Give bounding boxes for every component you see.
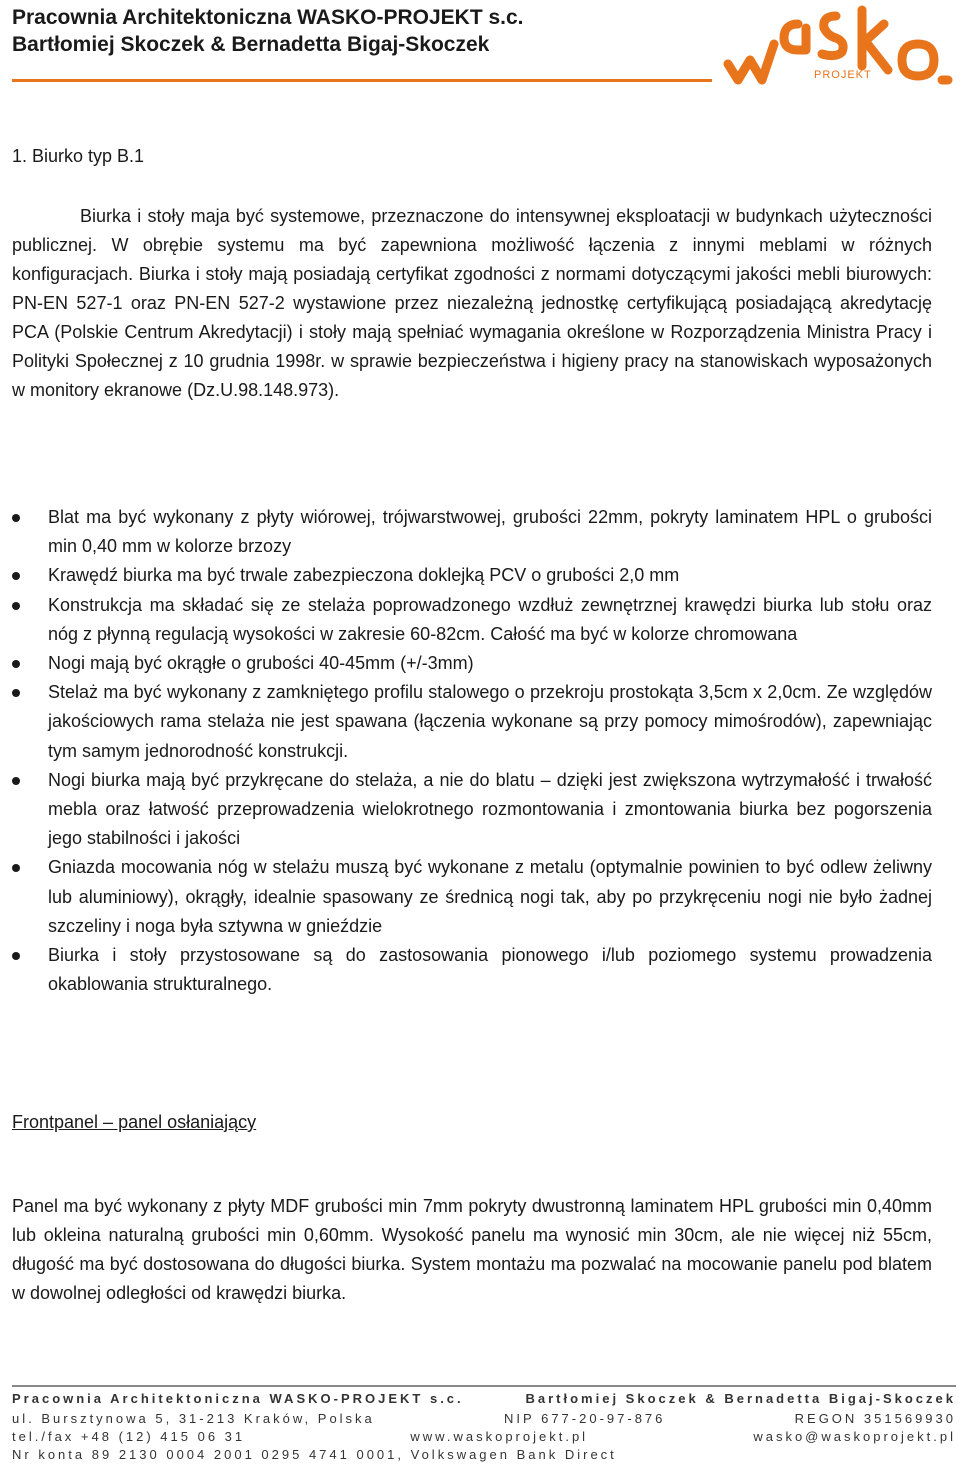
footer-address: ul. Bursztynowa 5, 31-213 Kraków, Polska (12, 1411, 375, 1426)
company-owners: Bartłomiej Skoczek & Bernadetta Bigaj-Skoczek (12, 33, 490, 56)
list-item (12, 941, 932, 999)
list-item (12, 649, 932, 678)
specification-list (12, 503, 932, 999)
footer-website: www.waskoprojekt.pl (410, 1429, 589, 1444)
footer-email: wasko@waskoprojekt.pl (753, 1429, 956, 1444)
footer-phone: tel./fax +48 (12) 415 06 31 (12, 1429, 246, 1444)
footer-row-company (12, 1391, 956, 1406)
footer-row-account (12, 1447, 956, 1462)
list-item-text: Nogi mają być okrągłe o grubości 40-45mm (+/-3mm) (48, 653, 474, 674)
bullet-icon (12, 660, 20, 668)
bullet-icon (12, 602, 20, 610)
bullet-icon (12, 572, 20, 580)
bullet-icon (12, 864, 20, 872)
list-item-text: Konstrukcja ma składać się ze stelaża poprowadzonego wzdłuż zewnętrznej krawędzi biurka lub stołu oraz nóg z płynną regulacją wysokości w zakresie 60-82cm. Całość ma być w kolorze chromowana (48, 594, 932, 644)
section-heading-biurko: 1. Biurko typ B.1 (12, 146, 145, 166)
footer-company: Pracownia Architektoniczna WASKO-PROJEKT s.c. (12, 1391, 464, 1406)
bullet-icon (12, 514, 20, 522)
list-item (12, 853, 932, 941)
company-name: Pracownia Architektoniczna WASKO-PROJEKT s.c. (12, 6, 524, 29)
list-item (12, 678, 932, 766)
logo-subtext: PROJEKT (814, 69, 872, 81)
section-heading-frontpanel: Frontpanel – panel osłaniający (12, 1112, 257, 1132)
intro-paragraph (12, 202, 932, 405)
footer-regon: REGON 351569930 (794, 1411, 956, 1426)
list-item-text: Nogi biurka mają być przykręcane do stelaża, a nie do blatu – dzięki jest zwiększona wytrzymałość i trwałość mebla oraz łatwość przeprowadzenia wielokrotnego rozmontowania i zmontowania biurka bez pogorszenia jego stabilności i jakości (48, 769, 932, 849)
list-item (12, 766, 932, 854)
footer-row-contact (12, 1429, 956, 1444)
list-item (12, 591, 932, 649)
list-item (12, 503, 932, 561)
list-item-text: Gniazda mocowania nóg w stelażu muszą być wykonane z metalu (optymalnie powinien to być odlew żeliwny lub aluminiowy), okrągły, idealnie spasowany ze średnicą nogi tak, aby po przykręceniu nogi nie było żadnej szczeliny i noga była sztywna w gnieździe (48, 857, 932, 936)
list-item-text: Blat ma być wykonany z płyty wiórowej, trójwarstwowej, grubości 22mm, pokryty laminatem HPL o grubości min 0,40 mm w kolorze brzozy (48, 507, 932, 557)
list-item-text: Biurka i stoły przystosowane są do zastosowania pionowego i/lub poziomego systemu prowadzenia okablowania strukturalnego. (48, 945, 932, 995)
wasko-logo (718, 4, 954, 86)
frontpanel-paragraph: Panel ma być wykonany z płyty MDF grubości min 7mm pokryty dwustronną laminatem HPL grubości min 0,40mm lub okleina naturalną grubości min 0,60mm. Wysokość panelu ma wynosić min 30cm, ale nie więcej niż 55cm, długość ma być dostosowana do długości biurka. System montażu ma pozwalać na mocowanie panelu pod blatem w dowolnej odległości od krawędzi biurka. (12, 1196, 932, 1303)
footer-rule (12, 1385, 956, 1387)
bullet-icon (12, 952, 20, 960)
bullet-icon (12, 689, 20, 697)
footer-bank-account: Nr konta 89 2130 0004 2001 0295 4741 0001, Volkswagen Bank Direct (12, 1447, 617, 1462)
header-rule (12, 79, 712, 82)
list-item-text: Stelaż ma być wykonany z zamkniętego profilu stalowego o przekroju prostokąta 3,5cm x 2,0cm. Ze względów jakościowych rama stelaża nie jest spawana (łączenia wykonane są przy pomocy mimośrodów), zapewniając tym samym jednorodność konstrukcji. (48, 682, 932, 761)
footer-row-address (12, 1411, 956, 1426)
intro-text: Biurka i stoły maja być systemowe, przeznaczone do intensywnej eksploatacji w budynkach użyteczności publicznej. W obrębie systemu ma być zapewniona możliwość łączenia z innymi meblami w różnych konfiguracjach. Biurka i stoły mają posiadają certyfikat zgodności z normami dotyczącymi jakości mebli biurowych: PN-EN 527-1 oraz PN-EN 527-2 wystawione przez niezależną jednostkę certyfikującą posiadającą akredytację PCA (Polskie Centrum Akredytacji) i stoły mają spełniać wymagania określone w Rozporządzenia Ministra Pracy i Polityki Społecznej z 10 grudnia 1998r. w sprawie bezpieczeństwa i higieny pracy na stanowiskach wyposażonych w monitory ekranowe (Dz.U.98.148.973). (12, 206, 932, 400)
footer-nip: NIP 677-20-97-876 (504, 1411, 666, 1426)
list-item (12, 561, 932, 590)
letterhead (0, 0, 960, 90)
list-item-text: Krawędź biurka ma być trwale zabezpieczona doklejką PCV o grubości 2,0 mm (48, 565, 680, 586)
footer (0, 1385, 960, 1469)
bullet-icon (12, 777, 20, 785)
footer-owners: Bartłomiej Skoczek & Bernadetta Bigaj-Skoczek (525, 1391, 956, 1406)
